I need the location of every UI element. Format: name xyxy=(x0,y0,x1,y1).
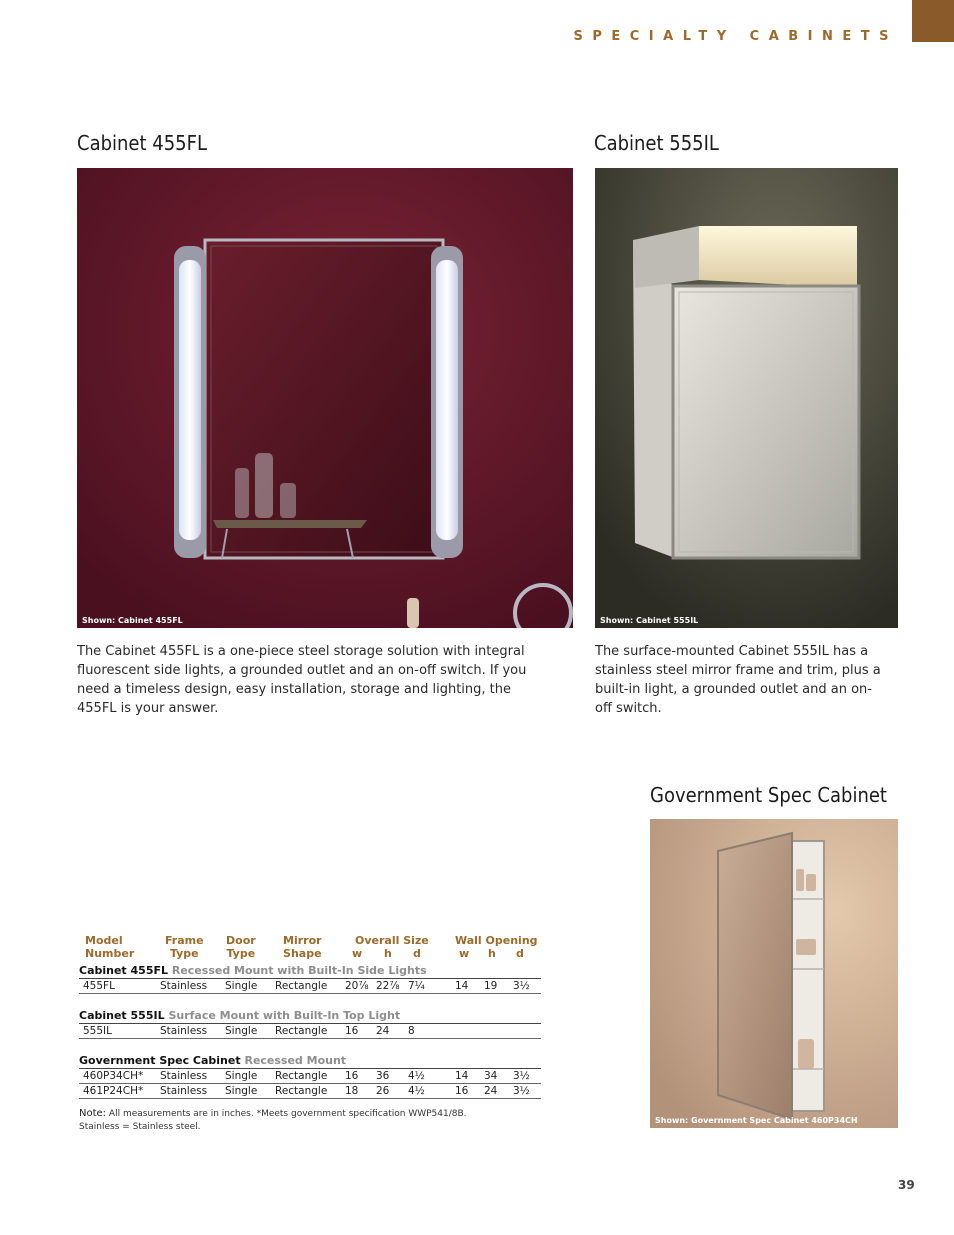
col-overall-h: h xyxy=(384,947,392,960)
table-row xyxy=(79,1024,541,1039)
section-tab xyxy=(912,0,954,42)
cabinet-555il-caption: Shown: Cabinet 555IL xyxy=(600,616,699,625)
col-wall-d: d xyxy=(516,947,524,960)
cabinet-555il-photo xyxy=(595,168,898,628)
table-cell: 18 xyxy=(345,1085,359,1097)
table-cell: 7¼ xyxy=(408,980,425,992)
table-cell: 36 xyxy=(376,1070,390,1082)
table-cell: 455FL xyxy=(83,980,115,992)
table-cell: Stainless xyxy=(160,1085,208,1097)
group-subtitle: Recessed Mount xyxy=(244,1054,347,1067)
section-title: SPECIALTY CABINETS xyxy=(573,29,898,44)
group-name: Cabinet 555IL xyxy=(79,1009,165,1022)
table-row xyxy=(79,1069,541,1084)
table-cell: Single xyxy=(225,1085,258,1097)
group-subtitle: Surface Mount with Built-In Top Light xyxy=(168,1009,401,1022)
cabinet-555il-title: Cabinet 555IL xyxy=(594,131,719,155)
table-cell: Stainless xyxy=(160,980,208,992)
col-wall-h: h xyxy=(488,947,496,960)
col-frame-header: Frame Type xyxy=(165,934,204,960)
note-text-2: Stainless = Stainless steel. xyxy=(79,1122,201,1132)
cabinet-455fl-image xyxy=(77,168,573,628)
gov-spec-image xyxy=(650,819,898,1128)
table-cell: 555IL xyxy=(83,1025,112,1037)
table-cell: Rectangle xyxy=(275,1070,328,1082)
table-cell: 3½ xyxy=(513,1085,530,1097)
cabinet-455fl-caption: Shown: Cabinet 455FL xyxy=(82,616,183,625)
spec-table xyxy=(79,934,541,1099)
table-cell: 14 xyxy=(455,980,469,992)
spec-table-header xyxy=(79,934,541,964)
table-group-heading xyxy=(79,964,541,979)
table-cell: Rectangle xyxy=(275,980,328,992)
col-wall-header: Wall Opening xyxy=(455,934,538,947)
cabinet-555il-description: The surface-mounted Cabinet 555IL has a stainless steel mirror frame and trim, plus a built-in light, a grounded outlet and an on-off switch. xyxy=(595,644,881,716)
cabinet-455fl-title: Cabinet 455FL xyxy=(77,131,207,155)
table-cell: 34 xyxy=(484,1070,498,1082)
cabinet-455fl-photo xyxy=(77,168,573,628)
note-text: All measurements are in inches. *Meets government specification WWP541/8B. xyxy=(108,1109,467,1119)
col-overall-d: d xyxy=(413,947,421,960)
table-cell: Single xyxy=(225,1070,258,1082)
table-cell: 22⅞ xyxy=(376,980,400,992)
group-name: Government Spec Cabinet xyxy=(79,1054,241,1067)
page-number: 39 xyxy=(898,1178,915,1192)
spec-table-body xyxy=(79,964,541,1099)
cabinet-555il-image xyxy=(595,168,898,628)
table-cell: 3½ xyxy=(513,1070,530,1082)
group-name: Cabinet 455FL xyxy=(79,964,169,977)
table-row xyxy=(79,1084,541,1099)
col-wall-w: w xyxy=(459,947,470,960)
table-group-heading xyxy=(79,1009,541,1024)
table-cell: 16 xyxy=(345,1070,359,1082)
table-cell: 16 xyxy=(345,1025,359,1037)
table-cell: 460P34CH* xyxy=(83,1070,144,1082)
table-cell: 461P24CH* xyxy=(83,1085,144,1097)
table-cell: 26 xyxy=(376,1085,390,1097)
col-door-header: Door Type xyxy=(226,934,256,960)
table-group-heading xyxy=(79,1054,541,1069)
table-note xyxy=(79,1107,467,1134)
table-row xyxy=(79,979,541,994)
table-cell: Stainless xyxy=(160,1025,208,1037)
table-cell: 14 xyxy=(455,1070,469,1082)
col-overall-w: w xyxy=(352,947,363,960)
gov-spec-title: Government Spec Cabinet xyxy=(650,783,887,807)
table-cell: 24 xyxy=(484,1085,498,1097)
table-cell: 16 xyxy=(455,1085,469,1097)
table-cell: Rectangle xyxy=(275,1085,328,1097)
table-cell: Single xyxy=(225,980,258,992)
gov-spec-photo xyxy=(650,819,898,1128)
col-model-header: Model Number xyxy=(85,934,135,960)
table-cell: Single xyxy=(225,1025,258,1037)
table-cell: 4½ xyxy=(408,1085,425,1097)
col-overall-header: Overall Size xyxy=(355,934,429,947)
table-cell: 3½ xyxy=(513,980,530,992)
group-subtitle: Recessed Mount with Built-In Side Lights xyxy=(171,964,427,977)
table-cell: Rectangle xyxy=(275,1025,328,1037)
cabinet-455fl-description: The Cabinet 455FL is a one-piece steel storage solution with integral fluorescent side lights, a grounded outlet and an on-off switch. If you need a timeless design, easy installation, storage and lighting, the 455FL is your answer. xyxy=(77,644,527,716)
gov-spec-caption: Shown: Government Spec Cabinet 460P34CH xyxy=(655,1116,858,1125)
table-cell: Stainless xyxy=(160,1070,208,1082)
table-cell: 19 xyxy=(484,980,498,992)
table-cell: 8 xyxy=(408,1025,415,1037)
note-label: Note: xyxy=(79,1108,107,1119)
table-cell: 20⅞ xyxy=(345,980,369,992)
col-mirror-header: Mirror Shape xyxy=(283,934,322,960)
table-cell: 24 xyxy=(376,1025,390,1037)
table-cell: 4½ xyxy=(408,1070,425,1082)
